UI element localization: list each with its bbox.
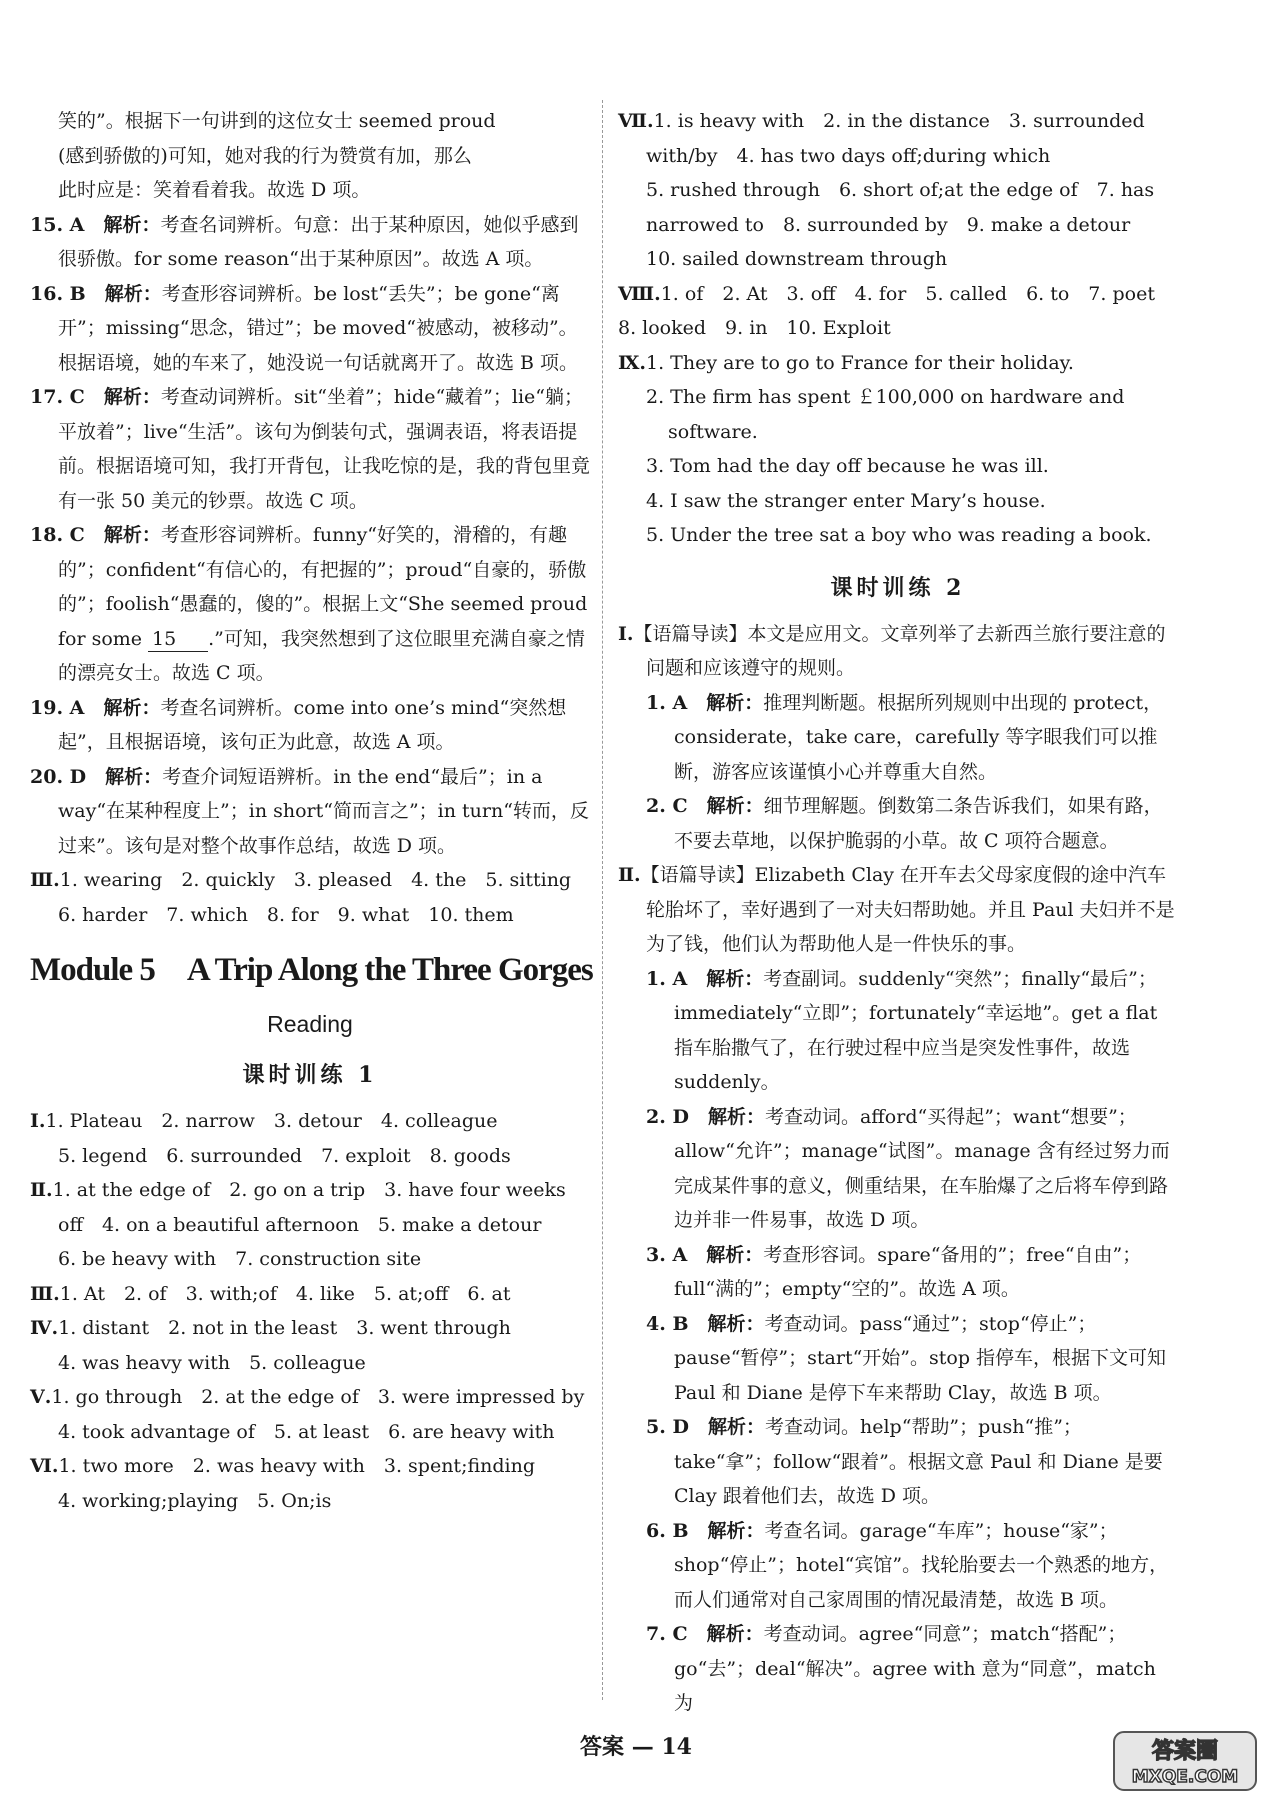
passage-2-intro: Ⅱ.【语篇导读】Elizabeth Clay 在开车去父母家度假的途中汽车轮胎坏了，幸好遇到了一对夫妇帮助她。并且 Paul 夫妇并不是为了钱，他们认为帮助他人是一件快乐的事。	[618, 864, 1175, 955]
passage-1-intro: Ⅰ.【语篇导读】本文是应用文。文章列举了去新西兰旅行要注意的问题和应该遵守的规则。	[618, 622, 1166, 679]
section-3: Ⅲ.1. wearing 2. quickly 3. pleased 4. the 5. sitting 6. harder 7. which 8. for 9. what 10. them	[30, 869, 572, 926]
watermark-top-text: 答案圈	[1151, 1739, 1219, 1764]
watermark-logo	[1110, 1728, 1260, 1794]
answer-17: 17. C 解析：考查动词辨析。sit“坐着”；hide“藏着”；lie“躺；平放着”；live“生活”。该句为倒装句式，强调表语，将表语提前。根据语境可知，我打开背包，让我吃惊的是，我的背包里竟有一张 50 美元的钞票。故选 C 项。	[30, 386, 591, 512]
passage-1-answer-2: 2. C 解析：细节理解题。倒数第二条告诉我们，如果有路，不要去草地，以保护脆弱的小草。故 C 项符合题意。	[646, 795, 1163, 852]
section-2: Ⅱ.1. at the edge of 2. go on a trip 3. have four weeks off 4. on a beautiful afternoon 5. make a detour 6. be heavy with 7. construction site	[30, 1179, 566, 1270]
lesson-1-heading: 课时训练 1	[242, 1062, 378, 1088]
answer-19: 19. A 解析：考查名词辨析。come into one’s mind“突然想起”，且根据语境，该句正为此意，故选 A 项。	[30, 696, 567, 753]
passage-2-answer-2: 2. D 解析：考查动词。afford“买得起”；want“想要”；allow“允许”；manage“试图”。manage 含有经过努力而完成某件事的意义，侧重结果，在车胎爆了之后将车停到路边并非一件易事，故选 D 项。	[646, 1105, 1170, 1231]
left-column	[30, 104, 593, 1518]
passage-2-answer-1: 1. A 解析：考查副词。suddenly“突然”；finally“最后”；immediately“立即”；fortunately“幸运地”。get a flat 指车胎撒气了，在行驶过程中应当是突发性事件，故选 suddenly。	[646, 967, 1158, 1093]
text-line: 笑的”。根据下一句讲到的这位女士 seemed proud	[58, 110, 496, 132]
answer-15: 15. A 解析：考查名词辨析。句意：出于某种原因，她似乎感到很骄傲。for some reason“出于某种原因”。故选 A 项。	[30, 213, 579, 270]
reading-heading: Reading	[267, 1011, 353, 1037]
passage-2-answer-4: 4. B 解析：考查动词。pass“通过”；stop“停止”；pause“暂停”；start“开始”。stop 指停车，根据下文可知 Paul 和 Diane 是停下车来帮助 Clay，故选 B 项。	[646, 1312, 1167, 1404]
section-1: Ⅰ.1. Plateau 2. narrow 3. detour 4. colleague 5. legend 6. surrounded 7. exploit 8. goods	[30, 1110, 511, 1167]
passage-2-answer-5: 5. D 解析：考查动词。help“帮助”；push“推”；take“拿”；follow“跟着”。根据文意 Paul 和 Diane 是要 Clay 跟着他们去，故选 D 项。	[646, 1416, 1163, 1507]
passage-1-answer-1: 1. A 解析：推理判断题。根据所列规则中出现的 protect，considerate，take care，carefully 等字眼我们可以推断，游客应该谨慎小心并尊重大自然。	[646, 691, 1163, 783]
passage-2-answer-6: 6. B 解析：考查名词。garage“车库”；house“家”；shop“停止”；hotel“宾馆”。找轮胎要去一个熟悉的地方，而人们通常对自己家周围的情况最清楚，故选 B 项。	[646, 1519, 1169, 1611]
section-7: Ⅶ.1. is heavy with 2. in the distance 3. surrounded with/by 4. has two days off;during which 5. rushed through 6. short of;at the edge of 7. has narrowed to 8. surrounded by 9. make a detour 10. sailed downstream through	[618, 110, 1155, 270]
passage-2-answer-3: 3. A 解析：考查形容词。spare“备用的”；free“自由”；full“满的”；empty“空的”。故选 A 项。	[646, 1243, 1142, 1300]
right-column	[618, 104, 1178, 1721]
passage-2-answer-7: 7. C 解析：考查动词。agree“同意”；match“搭配”；go“去”；deal“解决”。agree with 意为“同意”，match 为	[646, 1623, 1156, 1714]
answer-18: 18. C 解析：考查形容词辨析。funny“好笑的，滑稽的，有趣的”；confident“有信心的，有把握的”；proud“自豪的，骄傲的”；foolish“愚蠢的，傻的”。根据上文“She seemed proud for some 15 .”可知，我突然想到了这位眼里充满自豪之情的漂亮女士。故选 C 项。	[30, 524, 588, 684]
section-3b: Ⅲ.1. At 2. of 3. with;of 4. like 5. at;off 6. at	[30, 1282, 511, 1305]
column-divider	[602, 100, 603, 1700]
watermark-bottom-text: MXQE.COM	[1131, 1767, 1239, 1787]
section-8: Ⅷ.1. of 2. At 3. off 4. for 5. called 6. to 7. poet 8. looked 9. in 10. Exploit	[618, 282, 1155, 339]
section-9: Ⅸ.1. They are to go to France for their holiday. 2. The firm has spent ￡100,000 on hardware and software. 3. Tom had the day off because he was ill. 4. I saw the stranger enter Mary’s house. 5. Under the tree sat a boy who was reading a book.	[618, 351, 1152, 546]
module-title: Module 5 A Trip Along the Three Gorges	[30, 952, 593, 988]
section-4: Ⅳ.1. distant 2. not in the least 3. went through 4. was heavy with 5. colleague	[30, 1317, 511, 1374]
answer-16: 16. B 解析：考查形容词辨析。be lost“丢失”；be gone“离开”；missing“思念，错过”；be moved“被感动，被移动”。根据语境，她的车来了，她没说一句话就离开了。故选 B 项。	[30, 282, 579, 374]
section-5: Ⅴ.1. go through 2. at the edge of 3. were impressed by 4. took advantage of 5. at least 6. are heavy with	[30, 1386, 585, 1443]
section-6: Ⅵ.1. two more 2. was heavy with 3. spent;finding 4. working;playing 5. On;is	[30, 1455, 536, 1512]
answer-20: 20. D 解析：考查介词短语辨析。in the end“最后”；in a way“在某种程度上”；in short“简而言之”；in turn“转而，反过来”。该句是对整个故事作总结，故选 D 项。	[30, 765, 589, 857]
text-line: (感到骄傲的)可知，她对我的行为赞赏有加，那么	[58, 144, 472, 167]
blank-15: 15	[148, 627, 208, 652]
text-line: 此时应是：笑着看着我。故选 D 项。	[58, 179, 371, 201]
lesson-2-heading: 课时训练 2	[830, 574, 966, 601]
page-footer: 答案 — 14	[580, 1734, 692, 1760]
